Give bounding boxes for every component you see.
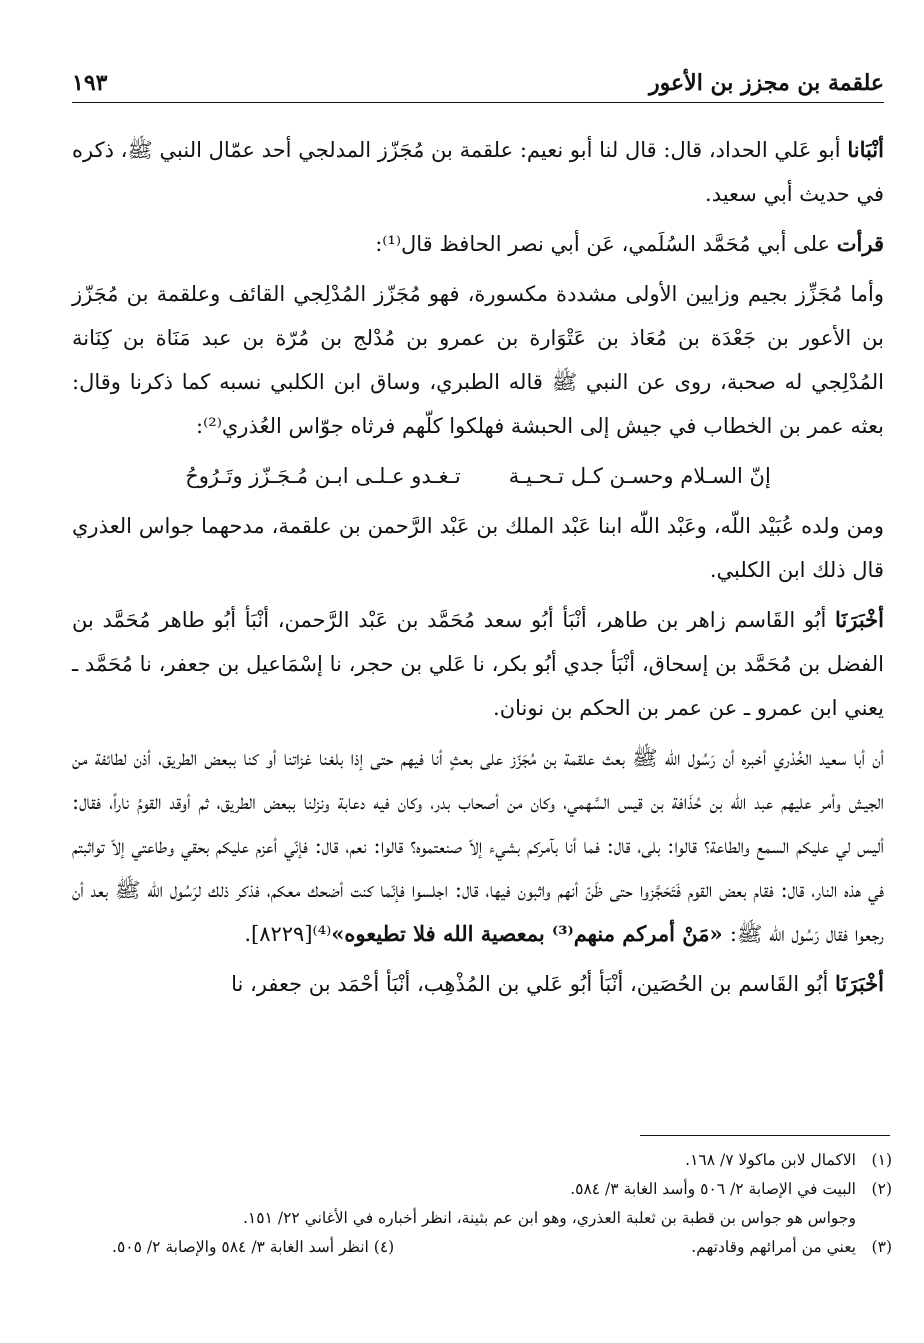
paragraph-4: ومن ولده عُبَيْد اللّه، وعَبْد اللّه ابنا عَبْد الملك بن عَبْد الرَّحمن بن علقمة، مدحهما جواس العذري قال ذلك ابن الكلبي. bbox=[72, 514, 884, 582]
paragraph-1-lead: أنْبَانا bbox=[847, 137, 884, 162]
hadith-reference: ⁽⁴⁾[٨٢٢٩]. bbox=[244, 922, 332, 946]
paragraph-7 bbox=[72, 962, 884, 1006]
footnote-2 bbox=[72, 1175, 892, 1204]
paragraph-5 bbox=[72, 598, 884, 730]
main-text bbox=[72, 128, 884, 1012]
footnote-separator bbox=[640, 1135, 890, 1136]
paragraph-6 bbox=[72, 736, 884, 956]
footnote-2-extra-text: وجواس هو جواس بن قطبة بن ثعلبة العذري، وهو ابن عم بثينة، انظر أخباره في الأغاني ٢٢/ ١٥١. bbox=[242, 1209, 856, 1227]
paragraph-3: وأما مُجَزِّز بجيم وزايين الأولى مشددة مكسورة، فهو مُجَزّز المُدْلِجي القائف وعلقمة بن مُجَزّز بن الأعور بن جَعْدَة بن مُعَاذ بن عَتْوَارة بن عمرو بن مُدْلج بن مُرّة بن عبد مَنَاة بن كِنَانة المُدْلِجي له صحبة، روى عن النبي ﷺ قاله الطبري، وساق ابن الكلبي نسبه كما ذكرنا وقال: بعثه عمر بن الخطاب في جيش إلى الحبشة فهلكوا كلّهم فرثاه جوّاس العُذري⁽²⁾: bbox=[72, 282, 884, 438]
page-header bbox=[72, 62, 884, 103]
page-number: ١٩٣ bbox=[72, 70, 108, 96]
paragraph-7-lead: أخْبَرَنَا bbox=[835, 971, 884, 996]
poetry-verse bbox=[72, 454, 884, 498]
verse-second-hemistich: تـغـدو عـلـى ابـن مُـجَـزّز وتَـرُوحُ bbox=[185, 464, 461, 488]
footnote-2-text: البيت في الإصابة ٢/ ٥٠٦ وأسد الغابة ٣/ ٥٨٤. bbox=[570, 1180, 856, 1198]
paragraph-2-lead: قرأت bbox=[836, 231, 884, 256]
paragraph-2 bbox=[72, 222, 884, 266]
paragraph-5-lead: أخْبَرَنَا bbox=[835, 607, 884, 632]
paragraph-1-text: أبو عَلي الحداد، قال: قال لنا أبو نعيم: علقمة بن مُجَزّز المدلجي أحد عمّال النبي ﷺ، ذكره في حديث أبي سعيد. bbox=[72, 138, 884, 206]
paragraph-5-text: أبُو القَاسم زاهر بن طاهر، أنْبَأ أبُو سعد مُحَمَّد بن عَبْد الرَّحمن، أنْبَأ أبُو طاهر مُحَمَّد بن الفضل بن مُحَمَّد بن إسحاق، أنْبَأ جدي أبُو بكر، نا عَلي بن حجر، نا إسْمَاعيل بن جعفر، نا مُحَمَّد ـ يعني ابن عمرو ـ عن عمر بن الحكم بن نونان. bbox=[72, 608, 884, 720]
paragraph-7-text: أبُو القَاسم بن الحُصَين، أنْبَأ أبُو عَلي بن المُذْهِب، أنْبَأ أحْمَد بن جعفر، نا bbox=[231, 972, 836, 996]
paragraph-6-text: أن أبا سعيد الخُدْري أخبره أن رَسُول الله ﷺ بعث علقمة بن مُجَزّز على بعثٍ أنا فيهم حتى إذا بلغنا غزاتنا أو كنا ببعض الطريق، أذن لطائفة من الجيش وأمر عليهم عبد اللّه بن حُذَافة بن قيس السَّهمي، وكان من أصحاب بدر، وكان فيه دعابة ونزلنا ببعض الطريق، ثم أوقد القومُ ناراً، فقال: أليس لي عليكم السمع والطاعة؟ قالوا: بلى، قال: فما أنا بآمركم بشيء إلاّ صنعتموه؟ قالوا: نعم، قال: فإنّي أعزم عليكم بحقي وطاعتي إلاّ تواثبتم في هذه النار، قال: فقام بعض القوم فَتَحَجَّزوا حتى ظَنّ أنهم واثبون فيها، قال: اجلسوا فإنّما كنت أضحك معكم، فذكر ذلك لرَسُول الله ﷺ بعد أن رجعوا فقال رَسُول الله ﷺ: bbox=[72, 746, 884, 946]
footnotes bbox=[72, 1146, 892, 1262]
footnote-3-number: (٣) bbox=[871, 1238, 892, 1256]
footnote-1 bbox=[72, 1146, 892, 1175]
footnote-1-text: الاكمال لابن ماكولا ٧/ ١٦٨. bbox=[685, 1151, 856, 1169]
footnote-3-4-line bbox=[72, 1233, 892, 1262]
footnote-3-text: يعني من أمرائهم وقادتهم. bbox=[691, 1238, 856, 1256]
paragraph-2-text: على أبي مُحَمَّد السُلَمي، عَن أبي نصر الحافظ قال⁽¹⁾: bbox=[375, 232, 837, 256]
verse-first-hemistich: إنّ السـلام وحسـن كـل تـحـيـة bbox=[508, 464, 771, 488]
footnote-1-number: (١) bbox=[871, 1151, 892, 1169]
running-title: علقمة بن مجزز بن الأعور bbox=[649, 70, 884, 96]
hadith-quote: «مَنْ أمركم منهم⁽³⁾ بمعصية الله فلا تطيعوه» bbox=[331, 921, 730, 946]
footnote-4-text: (٤) انظر أسد الغابة ٣/ ٥٨٤ والإصابة ٢/ ٥٠٥. bbox=[112, 1238, 395, 1256]
footnote-2-number: (٢) bbox=[871, 1180, 892, 1198]
paragraph-1 bbox=[72, 128, 884, 216]
footnote-2-continuation bbox=[72, 1204, 892, 1233]
